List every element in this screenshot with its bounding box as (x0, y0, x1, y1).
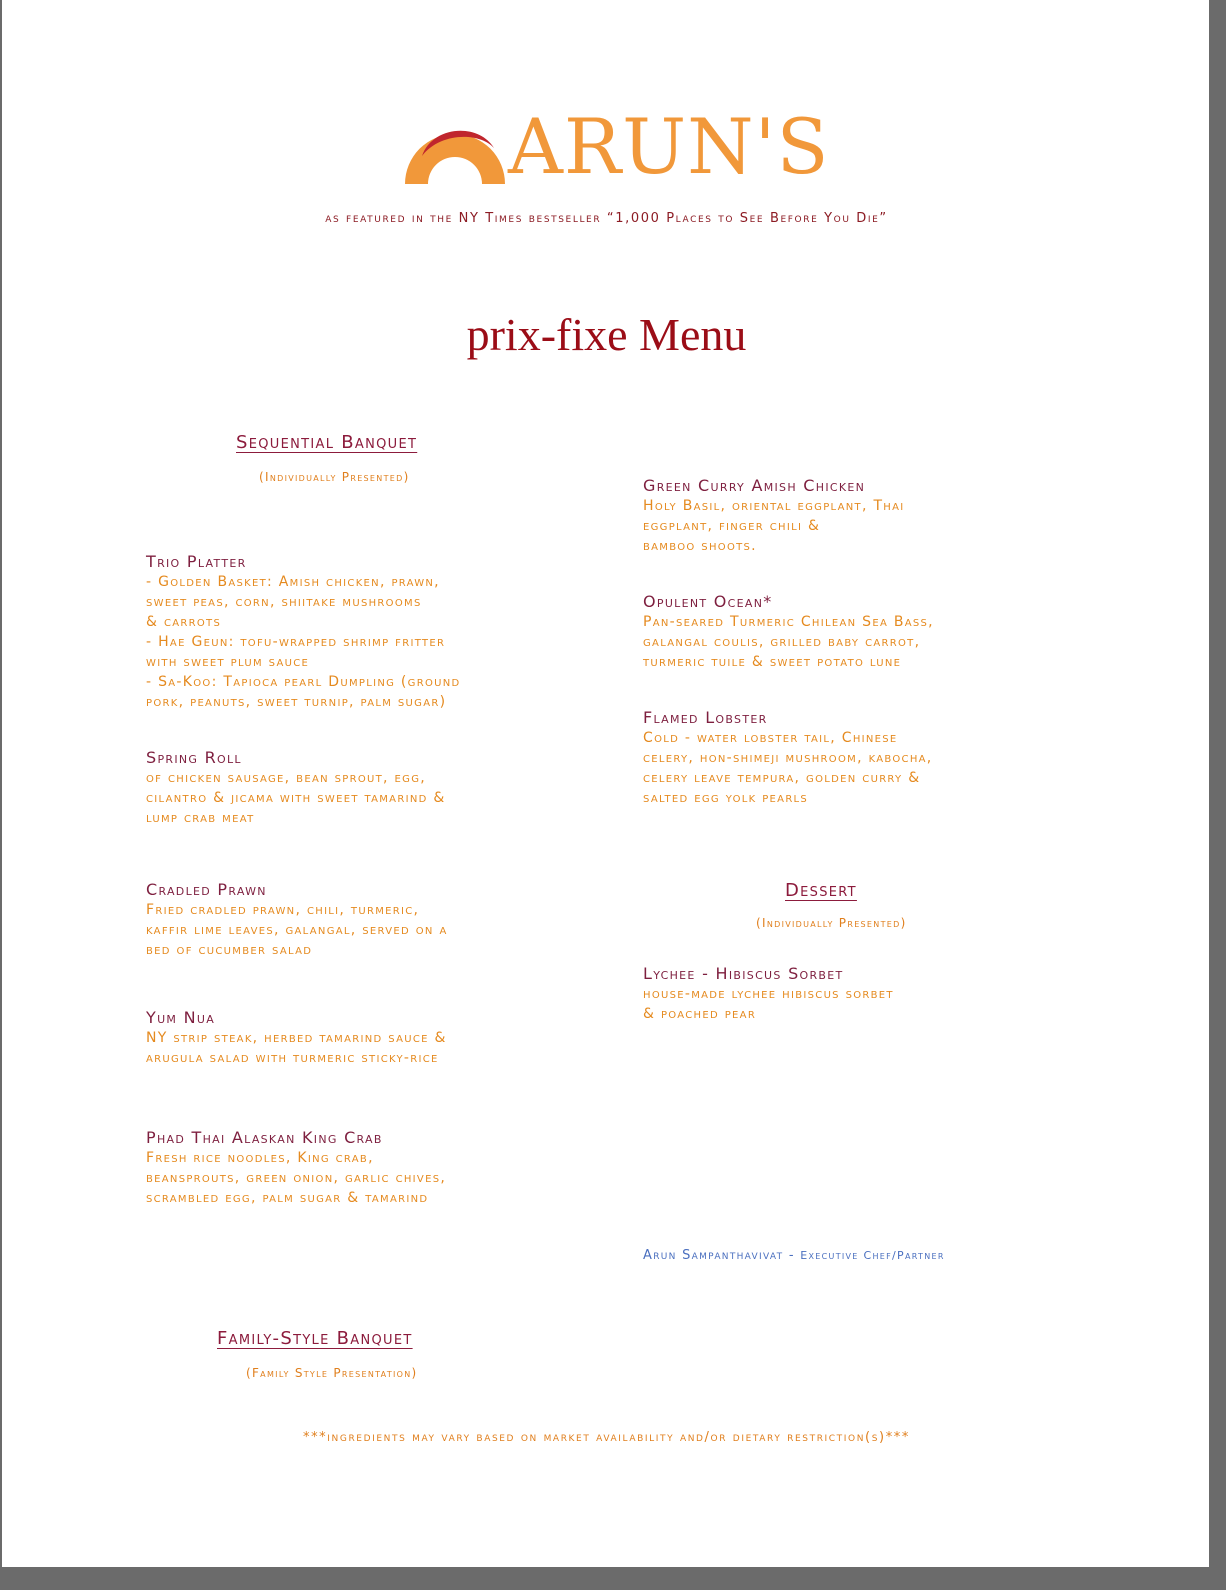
section-title-sequential: Sequential Banquet (236, 432, 418, 453)
footer-note: ***ingredients may vary based on market availability and/or dietary restriction(s)*** (302, 1430, 911, 1445)
menu-page (2, 0, 1209, 1567)
item-name: Phad Thai Alaskan King Crab (146, 1128, 383, 1147)
menu-item (146, 1128, 606, 1208)
section-note-sequential: (Individually Presented) (259, 470, 410, 484)
logo-arch-icon (400, 96, 510, 196)
item-name: Yum Nua (146, 1008, 216, 1027)
item-name: Cradled Prawn (146, 880, 267, 899)
item-name: Green Curry Amish Chicken (643, 476, 866, 495)
menu-item (146, 748, 606, 828)
item-name: Flamed Lobster (643, 708, 768, 727)
tagline: as featured in the NY Times bestseller “1,000 Places to See Before You Die” (325, 211, 888, 226)
item-description: Fried cradled prawn, chili, turmeric, kaffir lime leaves, galangal, served on a bed of cucumber salad (146, 902, 448, 958)
chef-credit (643, 1248, 945, 1263)
item-name: Opulent Ocean* (643, 592, 773, 611)
section-note-family: (Family Style Presentation) (246, 1366, 418, 1380)
item-name: Spring Roll (146, 748, 242, 767)
item-description: house-made lychee hibiscus sorbet & poached pear (643, 986, 894, 1022)
section-note-dessert: (Individually Presented) (756, 916, 907, 930)
item-name: Lychee - Hibiscus Sorbet (643, 964, 844, 983)
chef-name: Arun Sampanthavivat - (643, 1248, 801, 1263)
menu-item (146, 1008, 606, 1068)
item-description: - Golden Basket: Amish chicken, prawn, sweet peas, corn, shiitake mushrooms & carrots - Hae Geun: tofu-wrapped shrimp fritter with sweet plum sauce - Sa-Koo: Tapioca pearl Dumpling (ground pork, peanuts, sweet turnip, palm sugar) (146, 574, 461, 710)
item-description: Fresh rice noodles, King crab, beansprouts, green onion, garlic chives, scrambled egg, palm sugar & tamarind (146, 1150, 447, 1206)
item-description: Pan-seared Turmeric Chilean Sea Bass, galangal coulis, grilled baby carrot, turmeric tuile & sweet potato lune (643, 614, 934, 670)
logo-wordmark: ARUN'S (508, 102, 830, 191)
menu-item (643, 964, 1103, 1024)
section-title-family: Family-Style Banquet (217, 1328, 413, 1349)
menu-item (643, 708, 1103, 808)
item-description: Holy Basil, oriental eggplant, Thai eggplant, finger chili & bamboo shoots. (643, 498, 905, 554)
restaurant-logo (400, 96, 830, 196)
item-name: Trio Platter (146, 552, 247, 571)
item-description: Cold - water lobster tail, Chinese celery, hon-shimeji mushroom, kabocha, celery leave tempura, golden curry & salted egg yolk pearls (643, 730, 933, 806)
section-title-dessert: Dessert (785, 880, 857, 901)
menu-item (146, 880, 606, 960)
chef-role: Executive Chef/Partner (800, 1249, 945, 1262)
item-description: of chicken sausage, bean sprout, egg, cilantro & jicama with sweet tamarind & lump crab meat (146, 770, 446, 826)
menu-item (643, 476, 1103, 556)
item-description: NY strip steak, herbed tamarind sauce & arugula salad with turmeric sticky-rice (146, 1030, 447, 1066)
menu-item (146, 552, 606, 712)
page-title: prix-fixe Menu (466, 309, 747, 360)
menu-item (643, 592, 1103, 672)
